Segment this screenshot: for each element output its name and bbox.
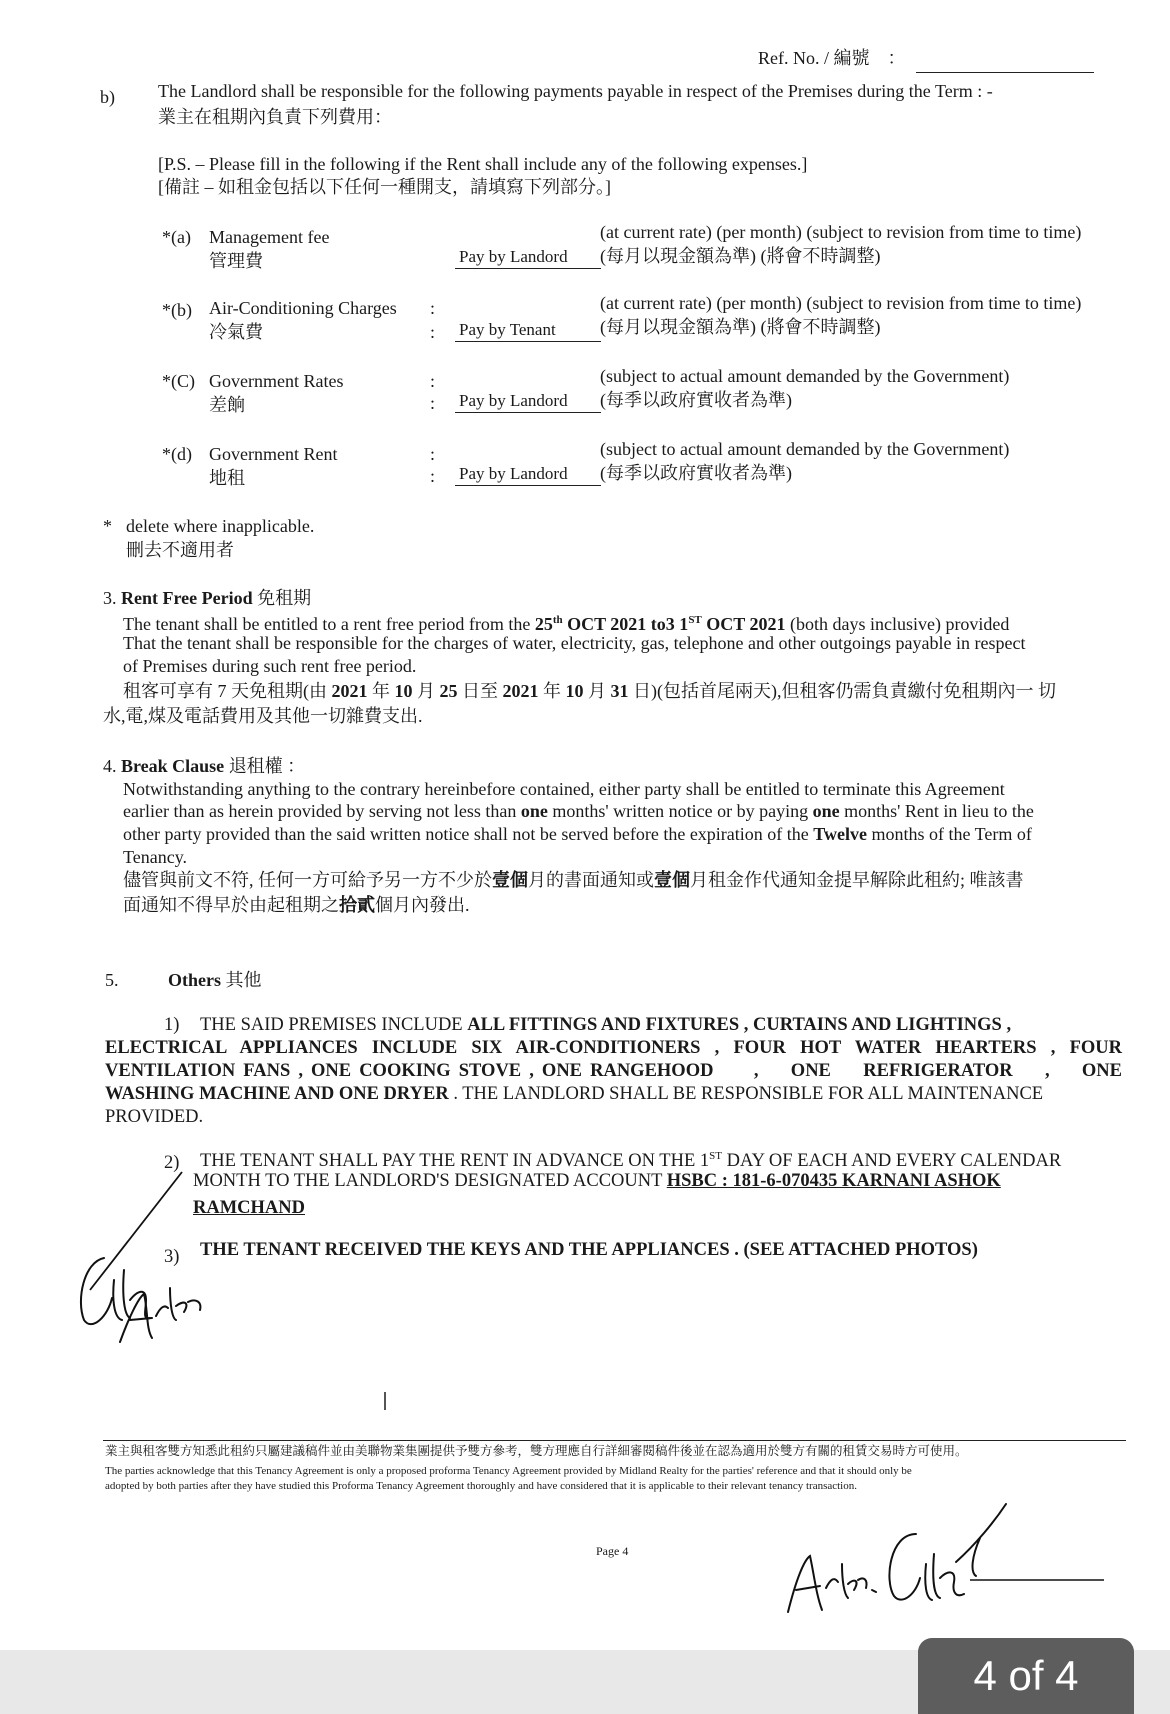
section-5-title-en: Others [168, 970, 221, 990]
item3-text: THE TENANT RECEIVED THE KEYS AND THE APPLIANCES . (SEE ATTACHED PHOTOS) [200, 1240, 978, 1260]
footnote-en: delete where inapplicable. [126, 516, 315, 536]
section-4-title-zh: 退租權 ： [228, 756, 306, 776]
section-5-number: 5. [105, 970, 119, 990]
zh-text: 日)(包括首尾兩天),但租客仍需負責繳付免租期內一 切 [628, 681, 1056, 701]
zh-rent-period: 壹個 [654, 870, 690, 890]
item-d-marker: *(d) [162, 444, 192, 464]
section-4-title-en: Break Clause [121, 756, 225, 776]
section-4-number: 4. [103, 756, 117, 776]
item-d-note-en: (subject to actual amount demanded by the Government) [600, 439, 1010, 459]
section-4-heading [103, 755, 305, 777]
zh-notice-period: 壹個 [492, 870, 528, 890]
section-4-zh-line-1 [123, 869, 1024, 891]
item1-line-3: VENTILATION FANS , ONE COOKING STOVE , ONE RANGEHOOD , ONE REFRIGERATOR , ONE [105, 1061, 1122, 1081]
disclaimer-en-2: adopted by both parties after they have studied this Proforma Tenancy Agreement thoroughly and have considered that it is applicable to their relevant tenancy transaction. [105, 1480, 857, 1492]
rent-free-start-day: 25 [534, 614, 553, 634]
item1-text: THE SAID PREMISES INCLUDE [200, 1015, 468, 1035]
item-c-marker: *(C) [162, 371, 195, 391]
disclaimer-en-1: The parties acknowledge that this Tenancy Agreement is only a proposed proforma Tenancy Agreement provided by Midland Realty for the parties' reference and that it should only be [105, 1465, 912, 1477]
handwritten-signature-right [780, 1500, 1110, 1620]
item2-marker: 2) [164, 1153, 180, 1173]
section-5-heading [168, 969, 262, 991]
item-b-value-field[interactable]: Pay by Tenant [455, 319, 601, 342]
zh-text: 年 [538, 681, 566, 701]
ref-no-field [916, 72, 1094, 73]
rent-free-inclusive: (both days inclusive) provided [785, 614, 1010, 634]
zh-day: 25 [439, 681, 458, 701]
rent-in-lieu-period: one [812, 801, 840, 821]
item-c-colon-1: : [430, 371, 436, 391]
zh-year: 2021 [331, 681, 368, 701]
item-a-marker: *(a) [162, 227, 191, 247]
section-3-zh-line-2: 水,電,煤及電話費用及其他一切雜費支出. [103, 706, 423, 726]
item-b-colon-2: : [430, 322, 436, 342]
break-text: months of the Term of [866, 824, 1032, 844]
item-d-colon-2: : [430, 466, 436, 486]
zh-text: 面通知不得早於由起租期之 [123, 895, 339, 915]
page-indicator: 4 of 4 [918, 1638, 1134, 1714]
section-b-intro-en: The Landlord shall be responsible for the following payments payable in respect of the Premises during the Term : - [158, 81, 993, 101]
section-4-line-4: Tenancy. [123, 847, 188, 867]
item-a-note-zh: (每月以現金額為準) (將會不時調整) [600, 246, 881, 266]
zh-minimum-term: 拾貳 [339, 895, 375, 915]
item2-line-2 [193, 1170, 1001, 1192]
minimum-term: Twelve [813, 824, 867, 844]
item-a-label-en: Management fee [209, 227, 330, 247]
item2-line-1 [200, 1145, 1061, 1172]
break-text: months' written notice or by paying [547, 801, 813, 821]
handwritten-initials-left [72, 1170, 212, 1350]
section-4-line-1: Notwithstanding anything to the contrary hereinbefore contained, either party shall be entitled to terminate this Agreement [123, 779, 1005, 799]
item1-marker: 1) [164, 1015, 180, 1035]
zh-text: 個月內發出. [375, 895, 470, 915]
item-a-label-zh: 管理費 [209, 251, 263, 271]
item-c-label-en: Government Rates [209, 371, 344, 391]
zh-month: 10 [565, 681, 584, 701]
section-3-line-2: That the tenant shall be responsible for the charges of water, electricity, gas, telephone and other outgoings payable in respect [123, 633, 1026, 653]
section-3-title-en: Rent Free Period [121, 588, 253, 608]
zh-text: 租客可享有 7 天免租期(由 [123, 681, 332, 701]
item-b-label-zh: 冷氣費 [209, 322, 263, 342]
section-b-ps-en: [P.S. – Please fill in the following if the Rent shall include any of the following expenses.] [158, 154, 808, 174]
zh-text: 月的書面通知或 [528, 870, 654, 890]
section-3-heading [103, 587, 311, 609]
section-3-zh-line-1 [123, 680, 1056, 702]
item-c-label-zh: 差餉 [209, 395, 245, 415]
item-d-note-zh: (每季以政府實收者為準) [600, 463, 792, 483]
section-4-line-2 [123, 800, 1034, 822]
zh-text: 月 [412, 681, 440, 701]
item2-text: MONTH TO THE LANDLORD'S DESIGNATED ACCOUNT [193, 1171, 667, 1191]
item-b-label-en: Air-Conditioning Charges [209, 298, 397, 318]
item-a-note-en: (at current rate) (per month) (subject to revision from time to time) [600, 222, 1082, 242]
item3-marker: 3) [164, 1247, 180, 1267]
item-c-colon-2: : [430, 393, 436, 413]
item1-line-1 [200, 1014, 1122, 1036]
zh-month: 10 [394, 681, 413, 701]
item-c-value-field[interactable]: Pay by Landord [455, 390, 601, 413]
zh-day: 31 [610, 681, 629, 701]
section-4-line-3 [123, 823, 1032, 845]
item-d-label-en: Government Rent [209, 444, 338, 464]
section-3-number: 3. [103, 588, 117, 608]
item1-line-4 [105, 1083, 1043, 1105]
item1-appliances: WASHING MACHINE AND ONE DRYER [105, 1084, 449, 1104]
page-number: Page 4 [596, 1544, 629, 1558]
rent-free-start-suffix: th [552, 614, 563, 626]
notice-period: one [520, 801, 548, 821]
zh-text: 月 [583, 681, 611, 701]
item-b-marker: *(b) [162, 300, 192, 320]
zh-text: 年 [367, 681, 395, 701]
section-3-title-zh: 免租期 [257, 588, 312, 608]
item-d-value-field[interactable]: Pay by Landord [455, 463, 601, 486]
zh-text: 儘管與前文不符, 任何一方可給予另一方不少於 [123, 870, 492, 890]
footnote-star: * [103, 516, 112, 536]
scan-mark [384, 1392, 386, 1410]
rent-free-end-suffix: ST [688, 614, 702, 626]
item1-fixtures: ALL FITTINGS AND FIXTURES , CURTAINS AND LIGHTINGS , [467, 1015, 1012, 1035]
zh-text: 月租金作代通知金提早解除此租約; 唯該書 [690, 870, 1024, 890]
section-b-intro-zh: 業主在租期內負責下列費用： [158, 107, 392, 127]
disclaimer-rule [103, 1440, 1126, 1441]
item-b-colon-1: : [430, 298, 436, 318]
item2-text: THE TENANT SHALL PAY THE RENT IN ADVANCE ON THE 1 [200, 1151, 710, 1172]
item2-text: DAY OF EACH AND EVERY CALENDAR [721, 1151, 1062, 1172]
item-c-note-en: (subject to actual amount demanded by the Government) [600, 366, 1010, 386]
break-text: months' Rent in lieu to the [839, 801, 1034, 821]
item1-line-2: ELECTRICAL APPLIANCES INCLUDE SIX AIR-CONDITIONERS , FOUR HOT WATER HEARTERS , FOUR [105, 1038, 1122, 1058]
item-b-note-en: (at current rate) (per month) (subject to revision from time to time) [600, 293, 1082, 313]
footnote-zh: 刪去不適用者 [126, 540, 234, 560]
item-a-value-field[interactable]: Pay by Landord [455, 246, 601, 269]
section-5-title-zh: 其他 [225, 970, 262, 990]
break-text: earlier than as herein provided by serving not less than [123, 801, 521, 821]
section-b-marker: b) [100, 87, 115, 107]
section-4-zh-line-2 [123, 894, 470, 916]
zh-year: 2021 [502, 681, 539, 701]
disclaimer-zh: 業主與租客雙方知悉此租約只屬建議稿件並由美聯物業集團提供予雙方參考，雙方理應自行詳細審閱稿件後並在認為適用於雙方有關的租賃交易時方可使用。 [105, 1444, 968, 1458]
rent-free-end-rest: OCT 2021 [701, 614, 786, 634]
zh-text: 日至 [457, 681, 503, 701]
item1-line-5: PROVIDED. [105, 1107, 204, 1127]
bank-account: HSBC : 181-6-070435 KARNANI ASHOK [666, 1171, 1001, 1191]
item-d-colon-1: : [430, 444, 436, 464]
item2-day-suffix: ST [709, 1150, 722, 1162]
item1-maintenance: . THE LANDLORD SHALL BE RESPONSIBLE FOR ALL MAINTENANCE [448, 1084, 1044, 1104]
rent-free-start-rest: OCT 2021 to3 1 [562, 614, 689, 634]
section-3-line-3: of Premises during such rent free period. [123, 656, 417, 676]
item-b-note-zh: (每月以現金額為準) (將會不時調整) [600, 317, 881, 337]
item-d-label-zh: 地租 [209, 468, 245, 488]
section-b-ps-zh: [備註 – 如租金包括以下任何一種開支，請填寫下列部分。] [158, 177, 611, 197]
item-c-note-zh: (每季以政府實收者為準) [600, 390, 792, 410]
rent-free-text: The tenant shall be entitled to a rent free period from the [123, 614, 535, 634]
ref-no-label: Ref. No. / 編號 ： [758, 48, 906, 68]
account-holder-name: RAMCHAND [193, 1198, 306, 1218]
break-text: other party provided than the said written notice shall not be served before the expiration of the [123, 824, 814, 844]
